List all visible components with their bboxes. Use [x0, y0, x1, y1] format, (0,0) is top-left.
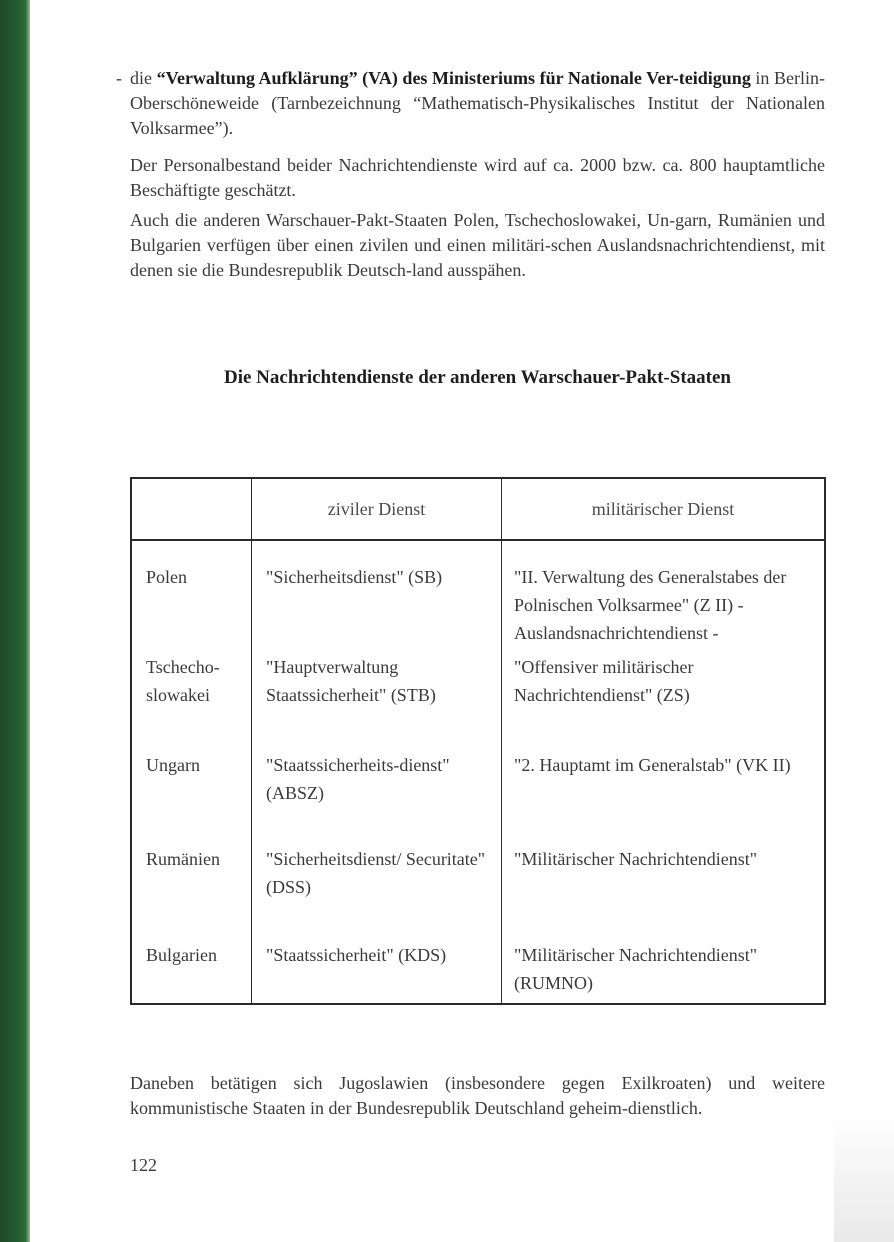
cell-military: "II. Verwaltung des Generalstabes der Polnischen Volksarmee" (Z II) - Auslandsnachrichtendienst - [514, 567, 787, 643]
scan-shadow [834, 1112, 894, 1242]
cell-civil: "Staatssicherheits-dienst" (ABSZ) [252, 749, 502, 833]
header-country [131, 478, 252, 540]
paragraph-staff: Der Personalbestand beider Nachrichtendienste wird auf ca. 2000 bzw. ca. 800 hauptamtliche Beschäftigte geschätzt. [130, 155, 825, 200]
paragraph-states: Auch die anderen Warschauer-Pakt-Staaten Polen, Tschechoslowakei, Un-garn, Rumänien und Bulgarien verfügen über einen zivilen und einen militäri-schen Auslandsnachrichtendienst, mit denen sie die Bundesrepublik Deutsch-land ausspähen. [130, 210, 825, 280]
paragraph-footer: Daneben betätigen sich Jugoslawien (insbesondere gegen Exilkroaten) und weitere kommunistische Staaten in der Bundesrepublik Deutschland geheim-dienstlich. [130, 1073, 825, 1118]
cell-civil: "Sicherheitsdienst/ Securitate" (DSS) [252, 833, 502, 937]
cell-military: "Offensiver militärischer Nachrichtendienst" (ZS) [514, 657, 694, 705]
bullet-rest: in Berlin-Oberschöneweide (Tarnbezeichnung “Mathematisch-Physikalisches Institut der Nationalen Volksarmee”). [130, 68, 826, 138]
cell-civil: "Hauptverwaltung Staatssicherheit" (STB) [252, 649, 502, 749]
bullet-dash: - [116, 68, 122, 88]
services-table [130, 477, 826, 1005]
cell-country: Tschecho-slowakei [131, 649, 252, 749]
table-row [131, 540, 825, 649]
intro-bullet-item [116, 66, 826, 141]
cell-country: Ungarn [131, 749, 252, 833]
header-civil: ziviler Dienst [252, 478, 502, 540]
cell-country: Polen [131, 540, 252, 649]
table-row [131, 649, 825, 749]
cell-military: "2. Hauptamt im Generalstab" (VK II) [514, 755, 791, 775]
cell-military: "Militärischer Nachrichtendienst" (RUMNO) [514, 945, 758, 993]
bullet-prefix: die [130, 68, 152, 88]
header-military: militärischer Dienst [502, 478, 826, 540]
cell-civil: "Staatssicherheit" (KDS) [252, 937, 502, 1004]
table-row [131, 749, 825, 833]
table-row [131, 833, 825, 937]
cell-military: "Militärischer Nachrichtendienst" [514, 849, 758, 869]
cell-country: Bulgarien [131, 937, 252, 1004]
table-heading: Die Nachrichtendienste der anderen Warschauer-Pakt-Staaten [224, 367, 731, 388]
page-number: 122 [130, 1155, 157, 1175]
cell-civil: "Sicherheitsdienst" (SB) [252, 540, 502, 649]
table-header-row [131, 478, 825, 540]
book-spine-edge [0, 0, 30, 1242]
bullet-organization: “Verwaltung Aufklärung” (VA) des Ministeriums für Nationale Ver-teidigung [156, 68, 751, 88]
table-row [131, 937, 825, 1004]
cell-country: Rumänien [131, 833, 252, 937]
